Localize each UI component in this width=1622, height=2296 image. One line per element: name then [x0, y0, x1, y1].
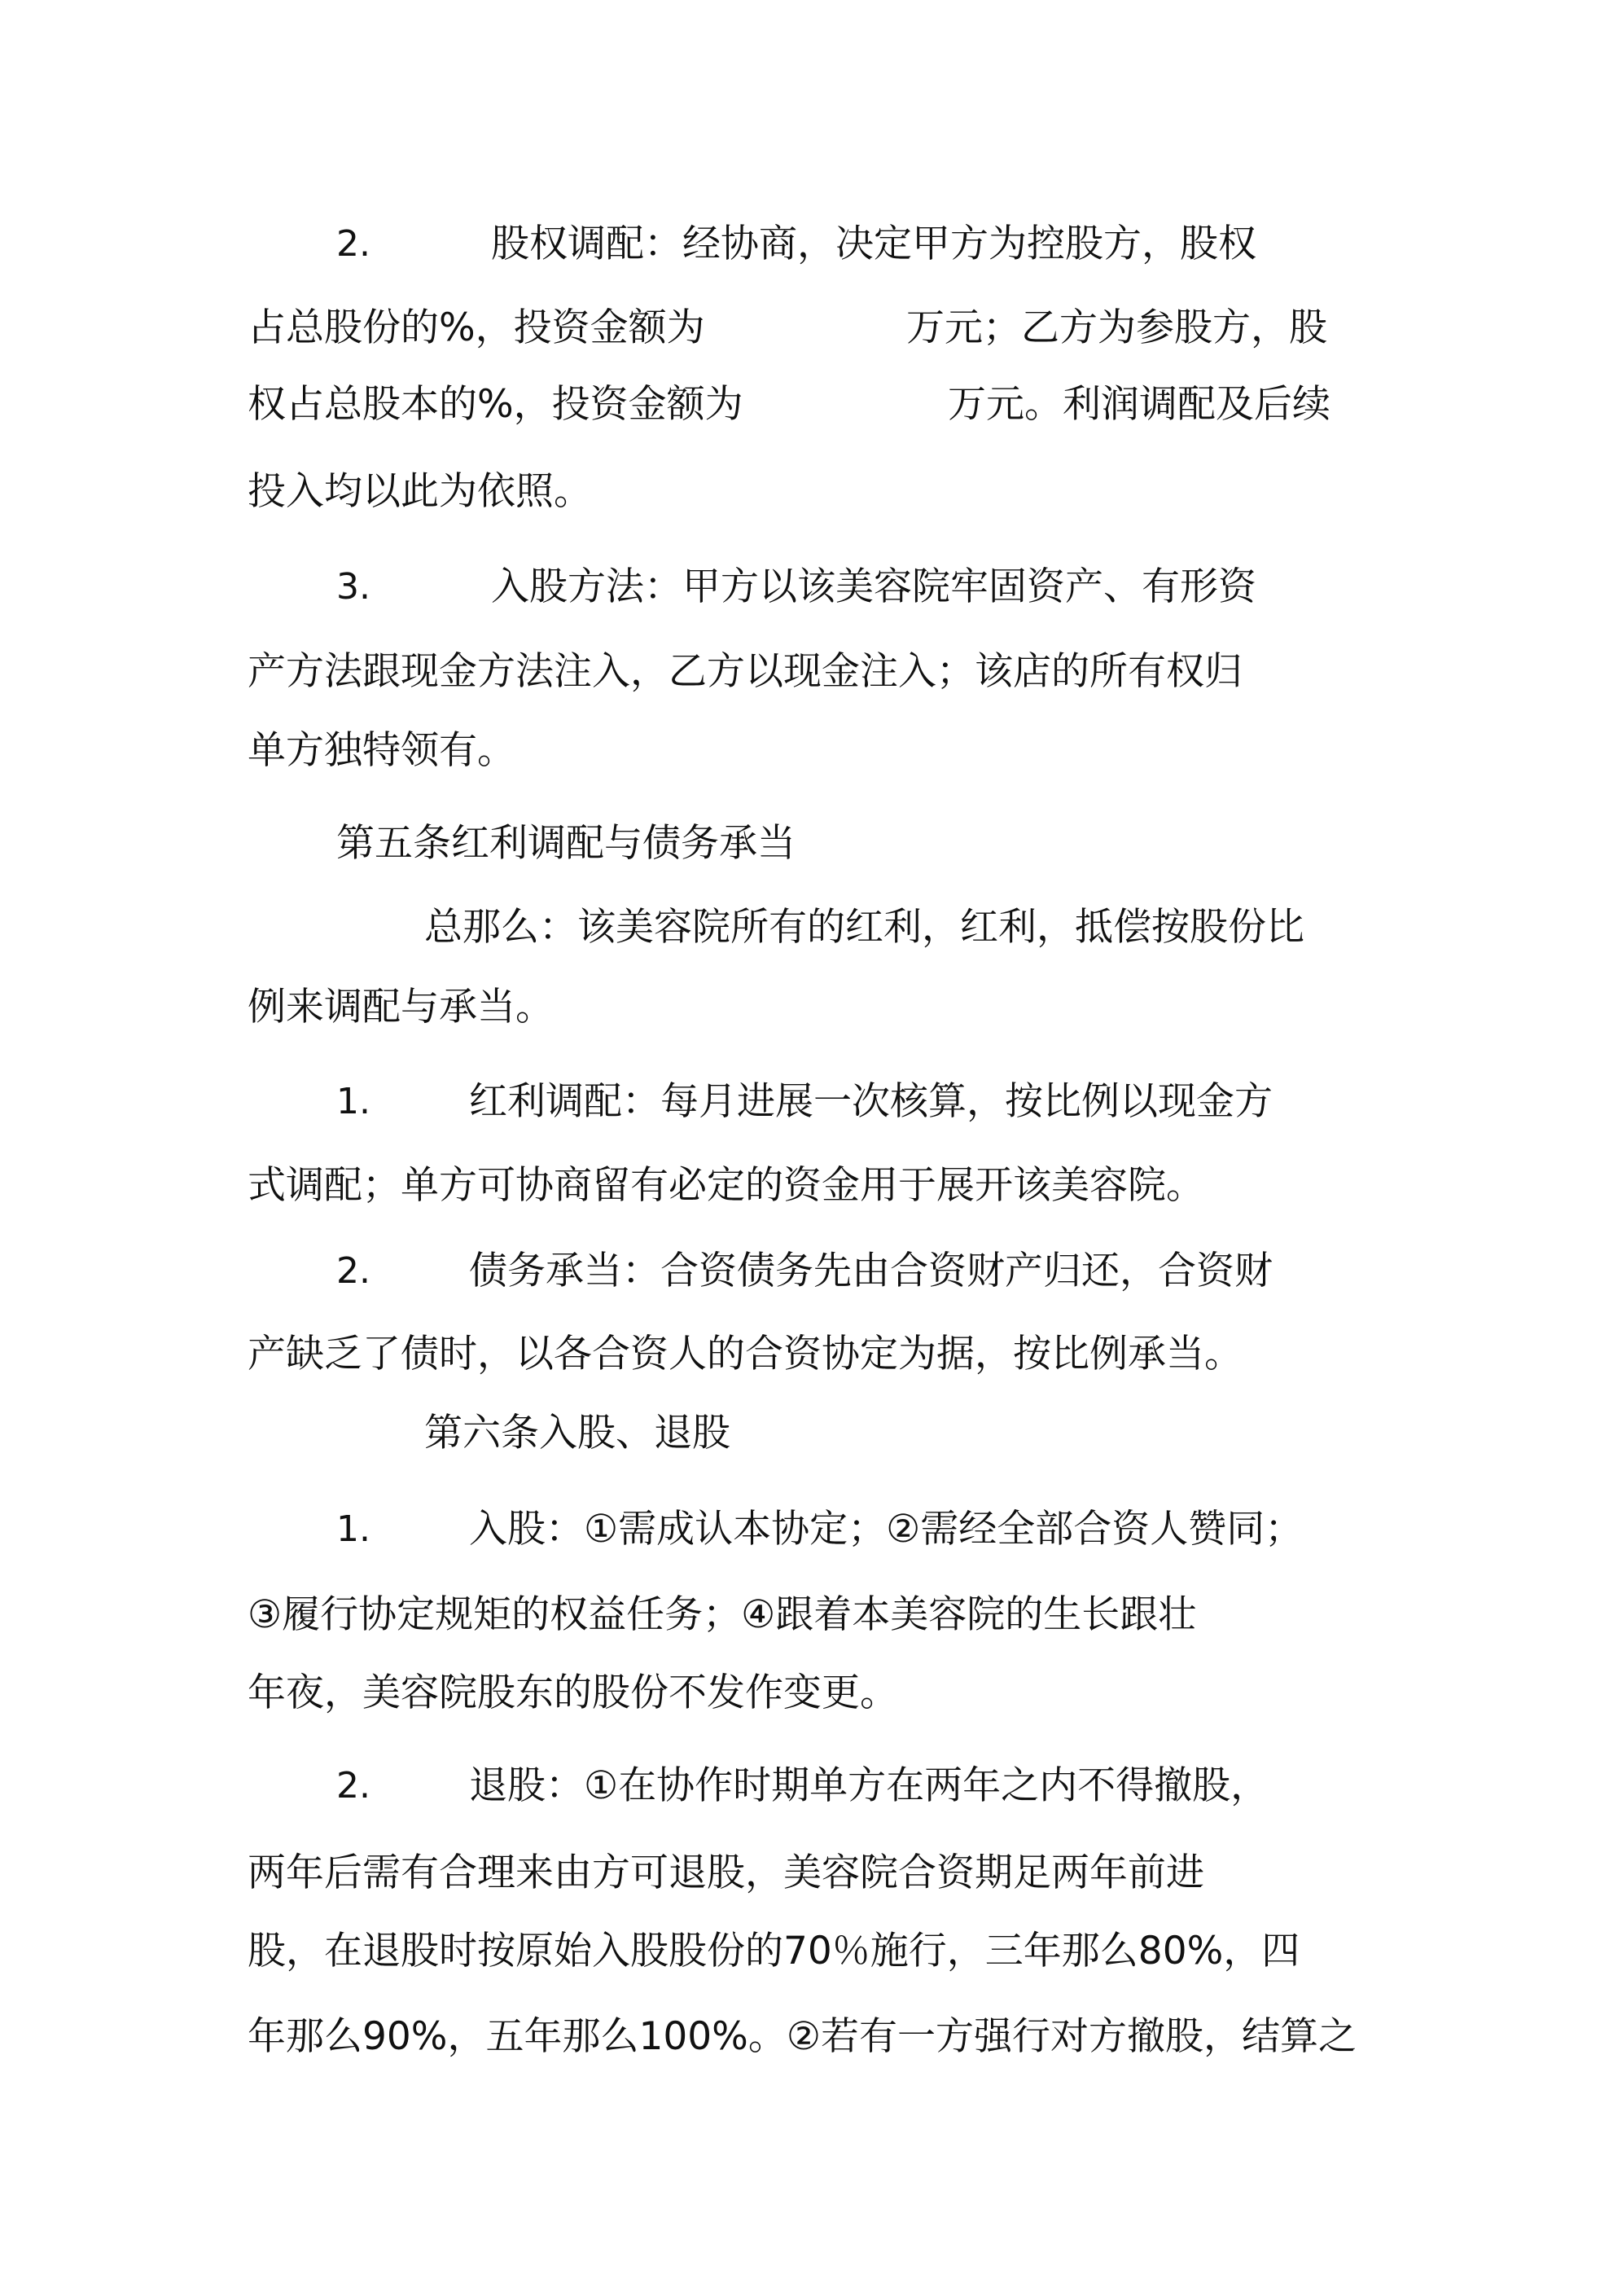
paragraph-line: 年夜，美容院股东的股份不发作变更。 — [248, 1670, 898, 1715]
paragraph-line: 占总股份的%，投资金额为 — [248, 305, 705, 350]
paragraph-line: 例来调配与承当。 — [248, 985, 554, 1029]
article-heading: 第五条红利调配与债务承当 — [336, 821, 796, 866]
article-heading: 第六条入股、退股 — [424, 1411, 730, 1455]
paragraph-line-continued: 万元；乙方为参股方，股 — [906, 305, 1327, 350]
paragraph-line: 权占总股本的%，投资金额为 — [248, 382, 743, 427]
list-number: 3. — [336, 566, 370, 608]
paragraph-line: 红利调配：每月进展一次核算，按比例以现金方 — [469, 1079, 1273, 1124]
paragraph-line: 退股：①在协作时期单方在两年之内不得撤股， — [469, 1763, 1269, 1808]
list-number: 1. — [336, 1508, 370, 1550]
paragraph-line: ③履行协定规矩的权益任务；④跟着本美容院的生长跟壮 — [248, 1592, 1197, 1637]
paragraph-line: 债务承当：合资债务先由合资财产归还，合资财 — [469, 1249, 1273, 1293]
paragraph-line: 产缺乏了债时，以各合资人的合资协定为据，按比例承当。 — [248, 1332, 1243, 1376]
paragraph-line: 两年后需有合理来由方可退股，美容院合资期足两年前进 — [248, 1850, 1204, 1895]
paragraph-line: 股权调配：经协商，决定甲方为控股方，股权 — [491, 222, 1256, 266]
paragraph-line: 年那么90%，五年那么100%。②若有一方强行对方撤股，结算之 — [248, 2014, 1357, 2059]
list-number: 2. — [336, 1250, 370, 1292]
paragraph-line-continued: 万元。利润调配及后续 — [948, 382, 1330, 427]
list-number: 2. — [336, 1765, 370, 1807]
paragraph-line: 股，在退股时按原始入股股份的70％施行，三年那么80%，四 — [248, 1929, 1300, 1973]
paragraph-line: 入股方法：甲方以该美容院牢固资产、有形资 — [491, 564, 1256, 609]
paragraph-line: 投入均以此为依照。 — [248, 469, 592, 514]
paragraph-line: 式调配；单方可协商留有必定的资金用于展开该美容院。 — [248, 1163, 1204, 1208]
list-number: 1. — [336, 1081, 370, 1122]
paragraph-line: 产方法跟现金方法注入，乙方以现金注入；该店的所有权归 — [248, 649, 1243, 694]
paragraph-line: 入股：①需成认本协定；②需经全部合资人赞同； — [469, 1507, 1304, 1552]
paragraph-line: 总那么：该美容院所有的红利，红利，抵偿按股份比 — [424, 905, 1304, 950]
list-number: 2. — [336, 223, 370, 265]
paragraph-line: 单方独特领有。 — [248, 728, 515, 773]
